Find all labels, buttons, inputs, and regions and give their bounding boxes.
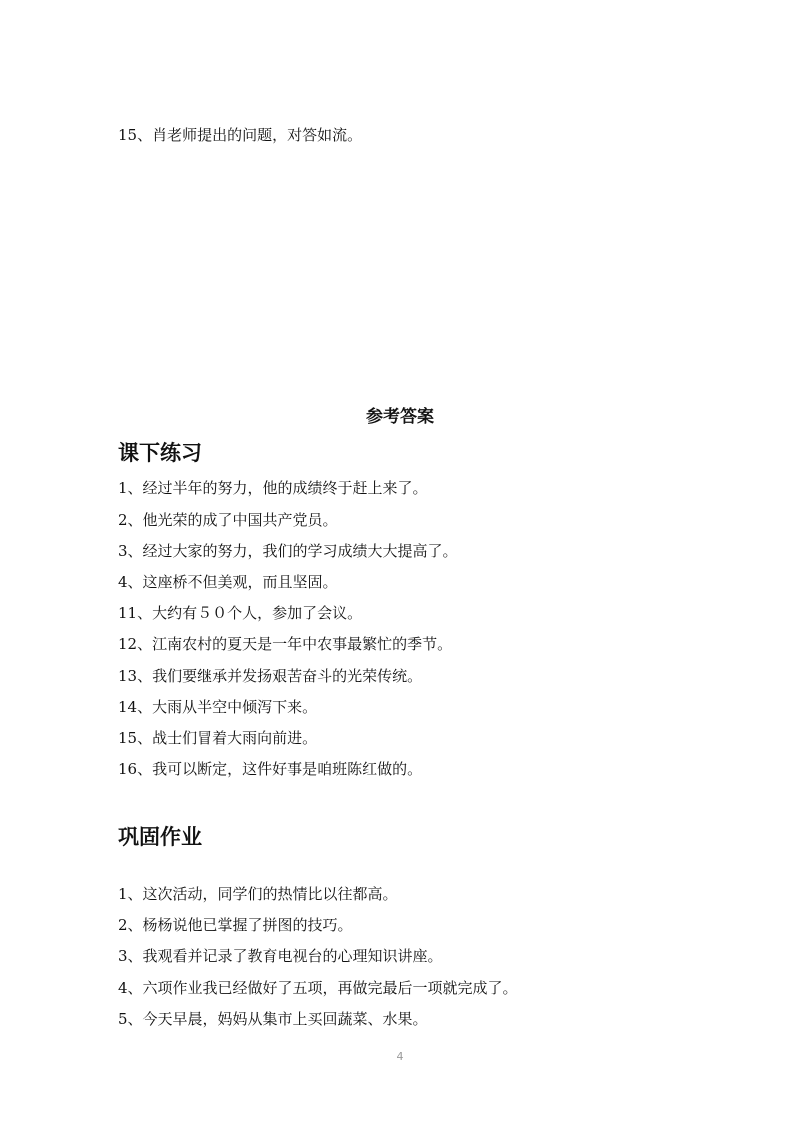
section1-item: 1、经过半年的努力，他的成绩终于赶上来了。 bbox=[118, 479, 428, 497]
section1-item: 13、我们要继承并发扬艰苦奋斗的光荣传统。 bbox=[118, 667, 423, 685]
section1-item: 12、江南农村的夏天是一年中农事最繁忙的季节。 bbox=[118, 635, 453, 653]
section1-item: 15、战士们冒着大雨向前进。 bbox=[118, 729, 318, 747]
section1-item: 11、大约有５０个人，参加了会议。 bbox=[118, 604, 363, 622]
section1-item: 4、这座桥不但美观，而且坚固。 bbox=[118, 573, 338, 591]
section2-item: 3、我观看并记录了教育电视台的心理知识讲座。 bbox=[118, 947, 443, 965]
section1-item: 14、大雨从半空中倾泻下来。 bbox=[118, 698, 318, 716]
section2-item: 4、六项作业我已经做好了五项，再做完最后一项就完成了。 bbox=[118, 979, 518, 997]
top-item: 15、肖老师提出的问题，对答如流。 bbox=[118, 126, 363, 144]
section1-item: 16、我可以断定，这件好事是咱班陈红做的。 bbox=[118, 760, 423, 778]
section1-heading: 课下练习 bbox=[118, 441, 202, 465]
section1-item: 2、他光荣的成了中国共产党员。 bbox=[118, 511, 338, 529]
page-number: 4 bbox=[396, 1050, 404, 1063]
section2-item: 1、这次活动，同学们的热情比以往都高。 bbox=[118, 885, 398, 903]
section2-item: 2、杨杨说他已掌握了拼图的技巧。 bbox=[118, 916, 353, 934]
section1-item: 3、经过大家的努力，我们的学习成绩大大提高了。 bbox=[118, 542, 458, 560]
section2-item: 5、今天早晨，妈妈从集市上买回蔬菜、水果。 bbox=[118, 1010, 428, 1028]
answers-title: 参考答案 bbox=[366, 407, 434, 427]
section2-heading: 巩固作业 bbox=[118, 825, 202, 849]
